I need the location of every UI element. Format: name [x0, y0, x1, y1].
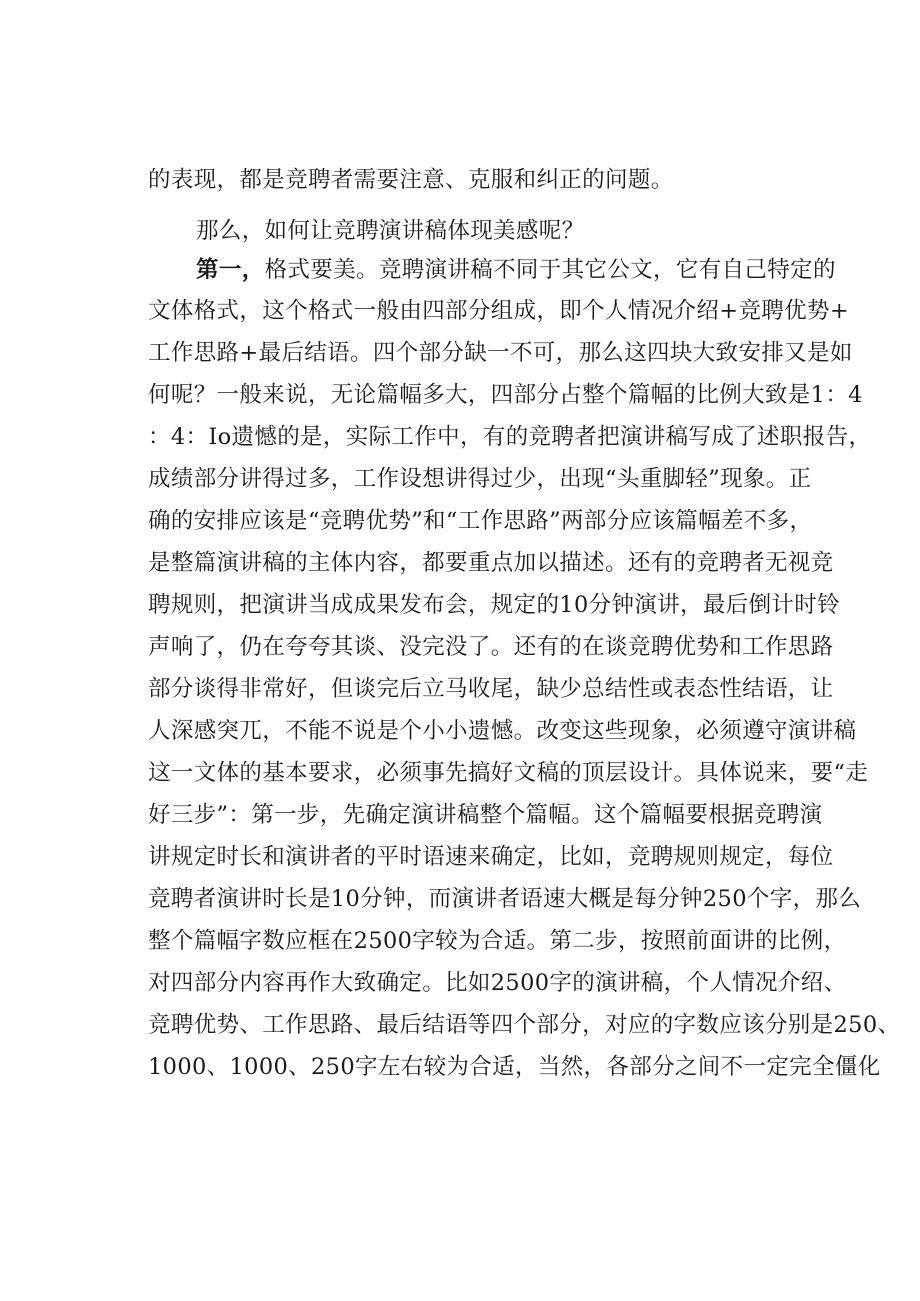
section-heading-text: 格式要美。竞聘演讲稿不同于其它公文，它有自己特定的 [264, 257, 836, 283]
paragraph-line-19: 整个篇幅字数应框在2500字较为合适。第二步，按照前面讲的比例， [148, 928, 847, 954]
paragraph-line-20: 对四部分内容再作大致确定。比如2500字的演讲稿，个人情况介绍、 [148, 970, 847, 996]
paragraph-line-22: 1000、1000、250字左右较为合适，当然，各部分之间不一定完全僵化 [148, 1054, 881, 1080]
paragraph-line-11: 聘规则，把演讲当成成果发布会，规定的10分钟演讲，最后倒计时铃 [148, 592, 840, 618]
paragraph-line-1: 的表现，都是竞聘者需要注意、克服和纠正的问题。 [148, 167, 674, 193]
paragraph-line-15: 这一文体的基本要求，必须事先搞好文稿的顶层设计。具体说来，要“走 [148, 760, 869, 786]
section-heading-lead: 第一， [196, 257, 265, 283]
paragraph-line-18: 竞聘者演讲时长是10分钟，而演讲者语速大概是每分钟250个字，那么 [148, 886, 862, 912]
paragraph-line-9: 确的安排应该是“竞聘优势”和“工作思路”两部分应该篇幅差不多， [148, 508, 813, 534]
paragraph-line-6: 何呢？一般来说，无论篇幅多大，四部分占整个篇幅的比例大致是1：4 [148, 382, 863, 408]
paragraph-line-17: 讲规定时长和演讲者的平时语速来确定，比如，竞聘规则规定，每位 [148, 844, 834, 870]
paragraph-line-3 [196, 255, 856, 285]
paragraph-line-8: 成绩部分讲得过多，工作设想讲得过少，出现“头重脚轻”现象。正 [148, 466, 812, 492]
paragraph-line-7: ：4：Io遗憾的是，实际工作中，有的竞聘者把演讲稿写成了述职报告， [148, 424, 872, 450]
paragraph-line-2: 那么，如何让竞聘演讲稿体现美感呢？ [196, 218, 585, 244]
paragraph-line-4: 文体格式，这个格式一般由四部分组成，即个人情况介绍+竞聘优势+ [148, 298, 850, 324]
paragraph-line-21: 竞聘优势、工作思路、最后结语等四个部分，对应的字数应该分别是250、 [148, 1012, 901, 1038]
paragraph-line-5: 工作思路+最后结语。四个部分缺一不可，那么这四块大致安排又是如 [148, 340, 853, 366]
paragraph-line-12: 声响了，仍在夸夸其谈、没完没了。还有的在谈竞聘优势和工作思路 [148, 634, 834, 660]
paragraph-line-10: 是整篇演讲稿的主体内容，都要重点加以描述。还有的竞聘者无视竞 [148, 550, 834, 576]
paragraph-line-13: 部分谈得非常好，但谈完后立马收尾，缺少总结性或表态性结语，让 [148, 676, 834, 702]
paragraph-line-16: 好三步”：第一步，先确定演讲稿整个篇幅。这个篇幅要根据竞聘演 [148, 802, 823, 828]
paragraph-line-14: 人深感突兀，不能不说是个小小遗憾。改变这些现象，必须遵守演讲稿 [148, 718, 857, 744]
